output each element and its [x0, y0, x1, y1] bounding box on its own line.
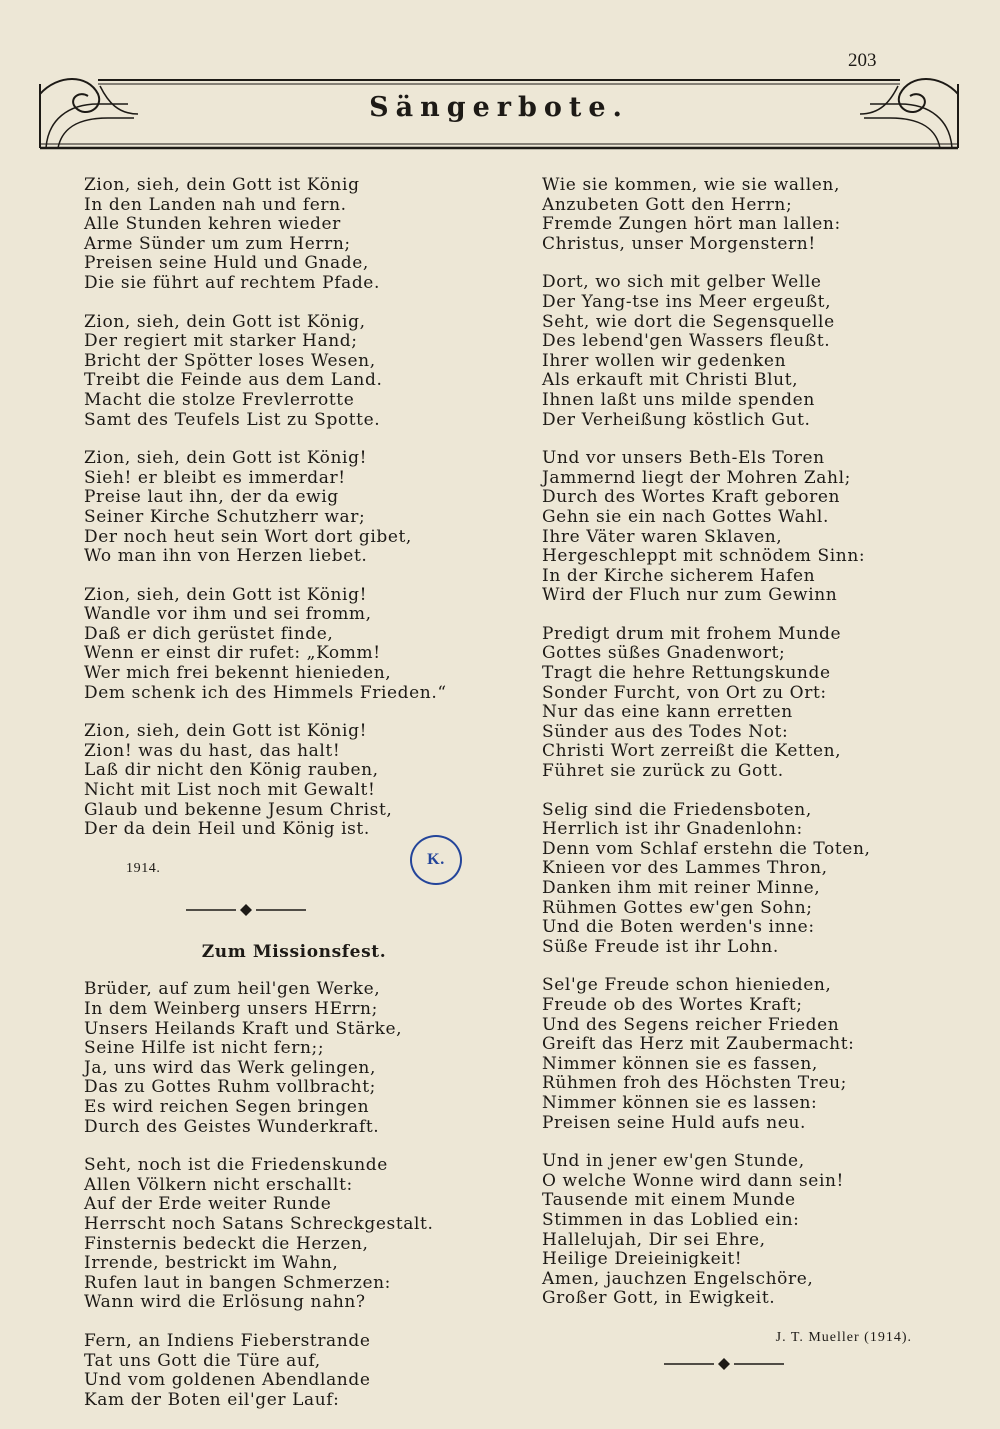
journal-header	[38, 74, 960, 150]
verse-line: In dem Weinberg unsers HErrn;	[84, 999, 378, 1019]
verse-line: Denn vom Schlaf erstehn die Toten,	[542, 838, 871, 859]
ornamental-divider	[542, 1357, 922, 1379]
verse-line: Jammernd liegt der Mohren Zahl;	[542, 467, 851, 488]
verse-line: Unsers Heilands Kraft und Stärke,	[84, 1018, 403, 1039]
verse-line: Freude ob des Wortes Kraft;	[542, 994, 803, 1015]
verse-line: Dem schenk ich des Himmels Frieden.“	[84, 682, 447, 703]
verse-line: Nimmer können sie es lassen:	[542, 1092, 818, 1113]
verse-line: Wer mich frei bekennt hienieden,	[84, 663, 392, 684]
verse-line: Danken ihm mit reiner Minne,	[542, 878, 821, 898]
verse-line: Wenn er einst dir rufet: „Komm!	[84, 643, 381, 664]
poem-title: Zum Missionsfest.	[201, 941, 387, 962]
verse-line: O welche Wonne wird dann sein!	[542, 1170, 844, 1191]
verse-line: Tragt die hehre Rettungskunde	[542, 663, 831, 684]
verse-line: Samt des Teufels List zu Spotte.	[84, 409, 381, 430]
ornamental-divider	[84, 903, 484, 925]
verse-line: Rühmen froh des Höchsten Treu;	[542, 1073, 848, 1094]
verse-line: Und die Boten werden's inne:	[542, 917, 815, 938]
right-column	[542, 176, 922, 1397]
verse-line: Sel'ge Freude schon hienieden,	[542, 975, 832, 996]
verse-line: Greift das Herz mit Zaubermacht:	[542, 1034, 855, 1055]
verse-line: Fern, an Indiens Fieberstrande	[84, 1330, 371, 1351]
page-number: 203	[848, 50, 877, 71]
verse-line: Amen, jauchzen Engelschöre,	[542, 1268, 814, 1289]
ink-stamp: K.	[410, 835, 462, 885]
stanza	[542, 976, 922, 1133]
verse-line: Irrende, bestrickt im Wahn,	[84, 1253, 339, 1274]
verse-line: Sieh! er bleibt es immerdar!	[84, 467, 346, 488]
verse-line: Preisen seine Huld und Gnade,	[84, 253, 369, 274]
verse-line: Bricht der Spötter loses Wesen,	[84, 350, 376, 371]
verse-line: Zion, sieh, dein Gott ist König!	[84, 721, 368, 742]
stanza	[84, 1156, 484, 1313]
verse-line: Auf der Erde weiter Runde	[84, 1194, 332, 1215]
verse-line: Der da dein Heil und König ist.	[84, 819, 370, 840]
stanza	[542, 801, 922, 958]
verse-line: Fremde Zungen hört man lallen:	[542, 214, 841, 235]
verse-line: Ihnen laßt uns milde spenden	[542, 389, 815, 410]
verse-line: Anzubeten Gott den Herrn;	[542, 194, 793, 215]
verse-line: Kam der Boten eil'ger Lauf:	[84, 1389, 340, 1410]
verse-line: Rufen laut in bangen Schmerzen:	[84, 1272, 391, 1293]
verse-line: Wird der Fluch nur zum Gewinn	[542, 585, 838, 606]
verse-line: Führet sie zurück zu Gott.	[542, 761, 784, 782]
stanza	[84, 176, 484, 294]
verse-line: Und in jener ew'gen Stunde,	[542, 1151, 805, 1172]
stanza	[84, 722, 484, 840]
stanza	[542, 1152, 922, 1309]
verse-line: Und vom goldenen Abendlande	[84, 1370, 371, 1391]
stanza	[84, 1332, 484, 1410]
stanza	[542, 176, 922, 254]
verse-line: Gehn sie ein nach Gottes Wahl.	[542, 506, 829, 527]
verse-line: Seht, wie dort die Segensquelle	[542, 311, 835, 332]
stanza	[84, 586, 484, 704]
verse-line: Und vor unsers Beth-Els Toren	[542, 448, 825, 469]
verse-line: Der Yang-tse ins Meer ergeußt,	[542, 291, 832, 312]
verse-line: Sonder Furcht, von Ort zu Ort:	[542, 682, 827, 703]
verse-line: Predigt drum mit frohem Munde	[542, 623, 842, 644]
verse-line: Wann wird die Erlösung nahn?	[84, 1292, 366, 1313]
verse-line: Glaub und bekenne Jesum Christ,	[84, 799, 393, 820]
verse-line: Hallelujah, Dir sei Ehre,	[542, 1229, 766, 1250]
verse-line: Zion, sieh, dein Gott ist König	[84, 175, 360, 195]
verse-line: Daß er dich gerüstet finde,	[84, 623, 334, 644]
verse-line: Wie sie kommen, wie sie wallen,	[542, 175, 840, 195]
verse-line: Christus, unser Morgenstern!	[542, 233, 816, 254]
verse-line: Und des Segens reicher Frieden	[542, 1014, 840, 1035]
verse-line: Es wird reichen Segen bringen	[84, 1096, 370, 1117]
verse-line: Ihrer wollen wir gedenken	[542, 350, 787, 371]
verse-line: Macht die stolze Frevlerrotte	[84, 389, 355, 410]
stanza	[84, 980, 484, 1137]
verse-line: Rühmen Gottes ew'gen Sohn;	[542, 897, 813, 918]
verse-line: Treibt die Feinde aus dem Land.	[84, 370, 383, 391]
verse-line: Zion, sieh, dein Gott ist König,	[84, 311, 366, 332]
verse-line: Als erkauft mit Christi Blut,	[542, 370, 799, 391]
verse-line: Der regiert mit starker Hand;	[84, 331, 358, 352]
verse-line: Hergeschleppt mit schnödem Sinn:	[542, 546, 866, 567]
verse-line: Zion, sieh, dein Gott ist König!	[84, 584, 368, 605]
poem-zion	[84, 176, 484, 840]
verse-line: Herrlich ist ihr Gnadenlohn:	[542, 819, 803, 840]
stanza	[84, 449, 484, 567]
verse-line: Ja, uns wird das Werk gelingen,	[84, 1057, 376, 1078]
verse-line: Stimmen in das Loblied ein:	[542, 1209, 800, 1230]
poem-missionsfest-part2	[542, 176, 922, 1309]
verse-line: Seine Hilfe ist nicht fern;;	[84, 1038, 325, 1059]
verse-line: Zion! was du hast, das halt!	[84, 740, 341, 761]
verse-line: Die sie führt auf rechtem Pfade.	[84, 272, 380, 293]
verse-line: Tat uns Gott die Türe auf,	[84, 1350, 321, 1371]
verse-line: Der noch heut sein Wort dort gibet,	[84, 526, 412, 547]
verse-line: Nicht mit List noch mit Gewalt!	[84, 780, 376, 801]
verse-line: Durch des Geistes Wunderkraft.	[84, 1116, 380, 1137]
verse-line: Laß dir nicht den König rauben,	[84, 760, 379, 781]
verse-line: Gottes süßes Gnadenwort;	[542, 643, 786, 664]
stanza	[542, 449, 922, 606]
verse-line: Arme Sünder um zum Herrn;	[84, 233, 351, 254]
verse-line: In der Kirche sicherem Hafen	[542, 565, 816, 586]
verse-line: Allen Völkern nicht erschallt:	[84, 1174, 353, 1195]
verse-line: Christi Wort zerreißt die Ketten,	[542, 741, 842, 762]
verse-line: Wandle vor ihm und sei fromm,	[84, 604, 372, 625]
verse-line: Das zu Gottes Ruhm vollbracht;	[84, 1077, 376, 1098]
verse-line: Brüder, auf zum heil'gen Werke,	[84, 979, 381, 1000]
verse-line: Finsternis bedeckt die Herzen,	[84, 1233, 369, 1254]
verse-line: Tausende mit einem Munde	[542, 1190, 796, 1211]
verse-line: Ihre Väter waren Sklaven,	[542, 526, 783, 547]
verse-line: Wo man ihn von Herzen liebet.	[84, 546, 368, 567]
verse-line: Nur das eine kann erretten	[542, 702, 793, 723]
verse-line: Zion, sieh, dein Gott ist König!	[84, 448, 368, 469]
verse-line: Seht, noch ist die Friedenskunde	[84, 1155, 388, 1176]
left-column	[84, 176, 484, 1429]
verse-line: Des lebend'gen Wassers fleußt.	[542, 331, 831, 352]
poem-year: 1914.	[126, 860, 161, 876]
verse-line: Dort, wo sich mit gelber Welle	[542, 272, 822, 293]
divider-ornament	[664, 1357, 784, 1371]
verse-line: Heilige Dreieinigkeit!	[542, 1249, 743, 1270]
verse-line: Alle Stunden kehren wieder	[84, 214, 341, 235]
verse-line: Seiner Kirche Schutzherr war;	[84, 506, 366, 527]
verse-line: In den Landen nah und fern.	[84, 194, 347, 215]
verse-line: Durch des Wortes Kraft geboren	[542, 487, 841, 508]
poem-missionsfest-part1	[84, 980, 484, 1410]
poem-author: J. T. Mueller (1914).	[775, 1329, 912, 1345]
verse-line: Preise laut ihn, der da ewig	[84, 487, 339, 508]
stanza	[542, 625, 922, 782]
verse-line: Selig sind die Friedensboten,	[542, 799, 812, 820]
journal-title: Sängerbote.	[369, 92, 629, 123]
verse-line: Herrscht noch Satans Schreckgestalt.	[84, 1213, 434, 1234]
verse-line: Großer Gott, in Ewigkeit.	[542, 1288, 776, 1309]
verse-line: Knieen vor des Lammes Thron,	[542, 858, 828, 879]
verse-line: Sünder aus des Todes Not:	[542, 721, 789, 742]
verse-line: Nimmer können sie es fassen,	[542, 1053, 818, 1074]
divider-ornament	[186, 903, 306, 917]
poem-footer	[84, 851, 484, 899]
stanza	[84, 313, 484, 431]
stanza	[542, 273, 922, 430]
verse-line: Preisen seine Huld aufs neu.	[542, 1112, 806, 1133]
verse-line: Der Verheißung köstlich Gut.	[542, 409, 811, 430]
verse-line: Süße Freude ist ihr Lohn.	[542, 936, 779, 957]
